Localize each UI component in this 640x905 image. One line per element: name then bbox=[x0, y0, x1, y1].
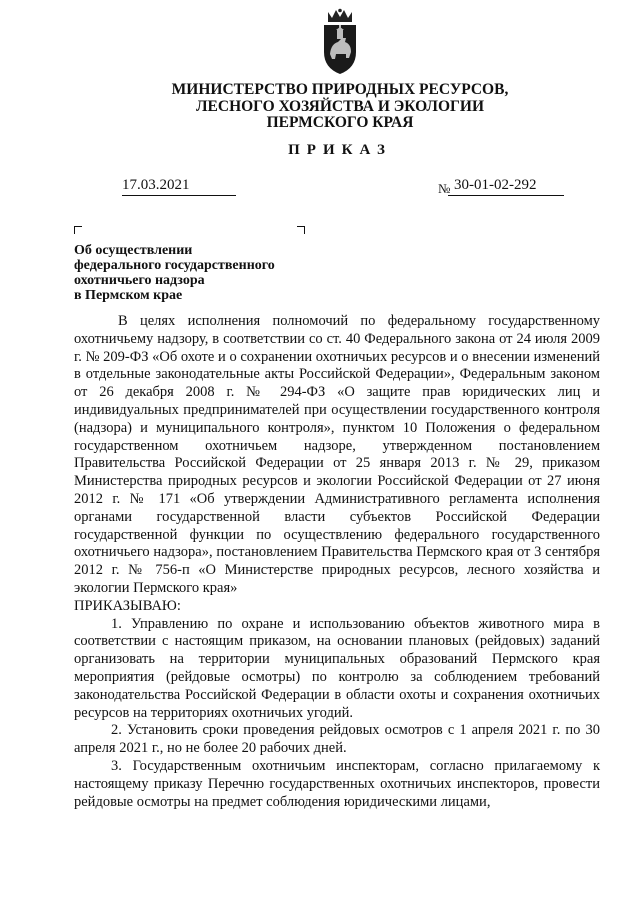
order-verb: ПРИКАЗЫВАЮ: bbox=[74, 597, 181, 614]
order-item-3: 3. Государственным охотничьим инспекторам, согласно прилагаемому к настоящему приказу Перечню государственных охотничьих инспекторов, провести рейдовые осмотры на предмет соблюдения юридическими лицами, bbox=[74, 757, 600, 810]
order-item-2: 2. Установить сроки проведения рейдовых осмотров с 1 апреля 2021 г. по 30 апреля 2021 г., но не более 20 рабочих дней. bbox=[74, 722, 600, 757]
order-item-1: 1. Управлению по охране и использованию объектов животного мира в соответствии с настоящим приказом, на основании плановых (рейдовых) заданий организовать на территории муниципальных образований Пермского края мероприятия (рейдовые осмотры) по контролю за соблюдением требований законодательства Российской Федерации в области охоты и сохранения охотничьих ресурсов на территориях охотничьих угодий. bbox=[74, 615, 600, 721]
subject-line-1: Об осуществлении bbox=[74, 243, 193, 258]
subject-corner-right bbox=[297, 226, 305, 234]
order-number: 30-01-02-292 bbox=[454, 177, 537, 193]
number-underline bbox=[448, 195, 564, 196]
order-date: 17.03.2021 bbox=[122, 177, 190, 193]
order-body bbox=[74, 313, 600, 811]
ministry-name-line-3: ПЕРМСКОГО КРАЯ bbox=[266, 114, 414, 131]
date-underline bbox=[122, 195, 236, 196]
preamble-paragraph: В целях исполнения полномочий по федеральному государственному охотничьему надзору, в соответствии со ст. 40 Федерального закона от 24 июля 2009 г. № 209-ФЗ «Об охоте и о сохранении охотничьих ресурсов и о внесении изменений в отдельные законодательные акты Российской Федерации», Федеральным законом от 26 декабря 2008 г. № 294-ФЗ «О защите прав юридических лиц и индивидуальных предпринимателей при осуществлении государственного контроля (надзора) и муниципального контроля», пунктом 10 Положения о федеральном государственном охотничьем надзоре, утвержденном постановлением Правительства Российской Федерации от 25 января 2013 г. № 29, приказом Министерства природных ресурсов и экологии Российской Федерации от 27 июня 2012 г. № 171 «Об утверждении Административного регламента исполнения органами государственной власти субъектов Российской Федерации государственной функции по осуществлению федерального государственного охотничьего надзора», постановлением Правительства Пермского края от 3 сентября 2012 г. № 756-п «О Министерстве природных ресурсов, лесного хозяйства и экологии Пермского края» bbox=[74, 313, 600, 596]
ministry-name-line-1: МИНИСТЕРСТВО ПРИРОДНЫХ РЕСУРСОВ, bbox=[171, 81, 509, 98]
subject-line-2: федерального государственного bbox=[74, 258, 275, 273]
coat-of-arms-emblem bbox=[318, 8, 362, 76]
subject-line-3: охотничьего надзора bbox=[74, 273, 205, 288]
subject-corner-left bbox=[74, 226, 82, 234]
ministry-name bbox=[150, 82, 530, 132]
subject-line-4: в Пермском крае bbox=[74, 288, 183, 303]
order-number-label: № bbox=[438, 181, 451, 196]
ministry-name-line-2: ЛЕСНОГО ХОЗЯЙСТВА И ЭКОЛОГИИ bbox=[195, 97, 485, 115]
order-title: ПРИКАЗ bbox=[288, 142, 392, 158]
order-subject bbox=[74, 243, 275, 303]
